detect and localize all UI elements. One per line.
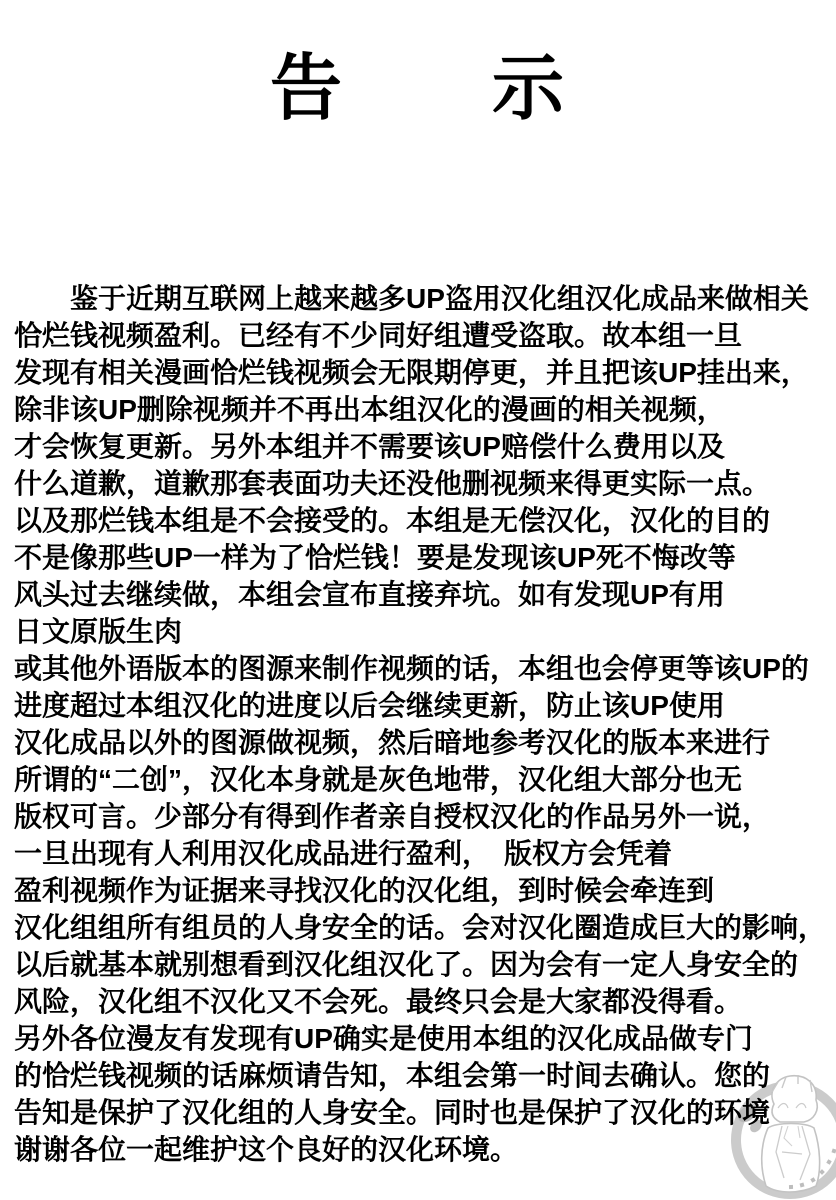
body-line: 告知是保护了汉化组的人身安全。同时也是保护了汉化的环境 xyxy=(14,1097,771,1128)
body-line: 才会恢复更新。另外本组并不需要该UP赔偿什么费用以及 xyxy=(14,431,725,462)
body-line: 不是像那些UP一样为了恰烂钱！要是发现该UP死不悔改等 xyxy=(14,542,736,573)
body-line: 以及那烂钱本组是不会接受的。本组是无偿汉化，汉化的目的 xyxy=(14,505,771,536)
body-line: 盈利视频作为证据来寻找汉化的汉化组，到时候会牵连到 xyxy=(14,875,715,906)
body-line: 的恰烂钱视频的话麻烦请告知，本组会第一时间去确认。您的 xyxy=(14,1060,771,1091)
body-line: 版权可言。少部分有得到作者亲自授权汉化的作品另外一说， xyxy=(14,801,771,832)
notice-body xyxy=(14,280,836,1168)
body-line: 所谓的“二创”，汉化本身就是灰色地带，汉化组大部分也无 xyxy=(14,764,743,795)
body-line: 进度超过本组汉化的进度以后会继续更新，防止该UP使用 xyxy=(14,690,725,721)
body-line: 谢谢各位一起维护这个良好的汉化环境。 xyxy=(14,1134,519,1165)
body-line: 汉化组组所有组员的人身安全的话。会对汉化圈造成巨大的影响， xyxy=(14,912,827,943)
body-line: 日文原版生肉 xyxy=(14,616,183,647)
body-line: 风险，汉化组不汉化又不会死。最终只会是大家都没得看。 xyxy=(14,986,743,1017)
body-line: 或其他外语版本的图源来制作视频的话，本组也会停更等该UP的 xyxy=(14,653,809,684)
body-line: 发现有相关漫画恰烂钱视频会无限期停更，并且把该UP挂出来， xyxy=(14,357,809,388)
body-line: 鉴于近期互联网上越来越多UP盗用汉化组汉化成品来做相关 xyxy=(14,283,809,314)
body-line: 一旦出现有人利用汉化成品进行盈利， 版权方会凭着 xyxy=(14,838,673,869)
body-line: 另外各位漫友有发现有UP确实是使用本组的汉化成品做专门 xyxy=(14,1023,753,1054)
body-line: 恰烂钱视频盈利。已经有不少同好组遭受盗取。故本组一旦 xyxy=(14,320,743,351)
body-line: 风头过去继续做，本组会宣布直接弃坑。如有发现UP有用 xyxy=(14,579,725,610)
body-line: 什么道歉，道歉那套表面功夫还没他删视频来得更实际一点。 xyxy=(14,468,771,499)
body-line: 以后就基本就别想看到汉化组汉化了。因为会有一定人身安全的 xyxy=(14,949,799,980)
body-line: 除非该UP删除视频并不再出本组汉化的漫画的相关视频， xyxy=(14,394,725,425)
notice-title: 告 示 xyxy=(269,49,566,129)
body-line: 汉化成品以外的图源做视频，然后暗地参考汉化的版本来进行 xyxy=(14,727,771,758)
